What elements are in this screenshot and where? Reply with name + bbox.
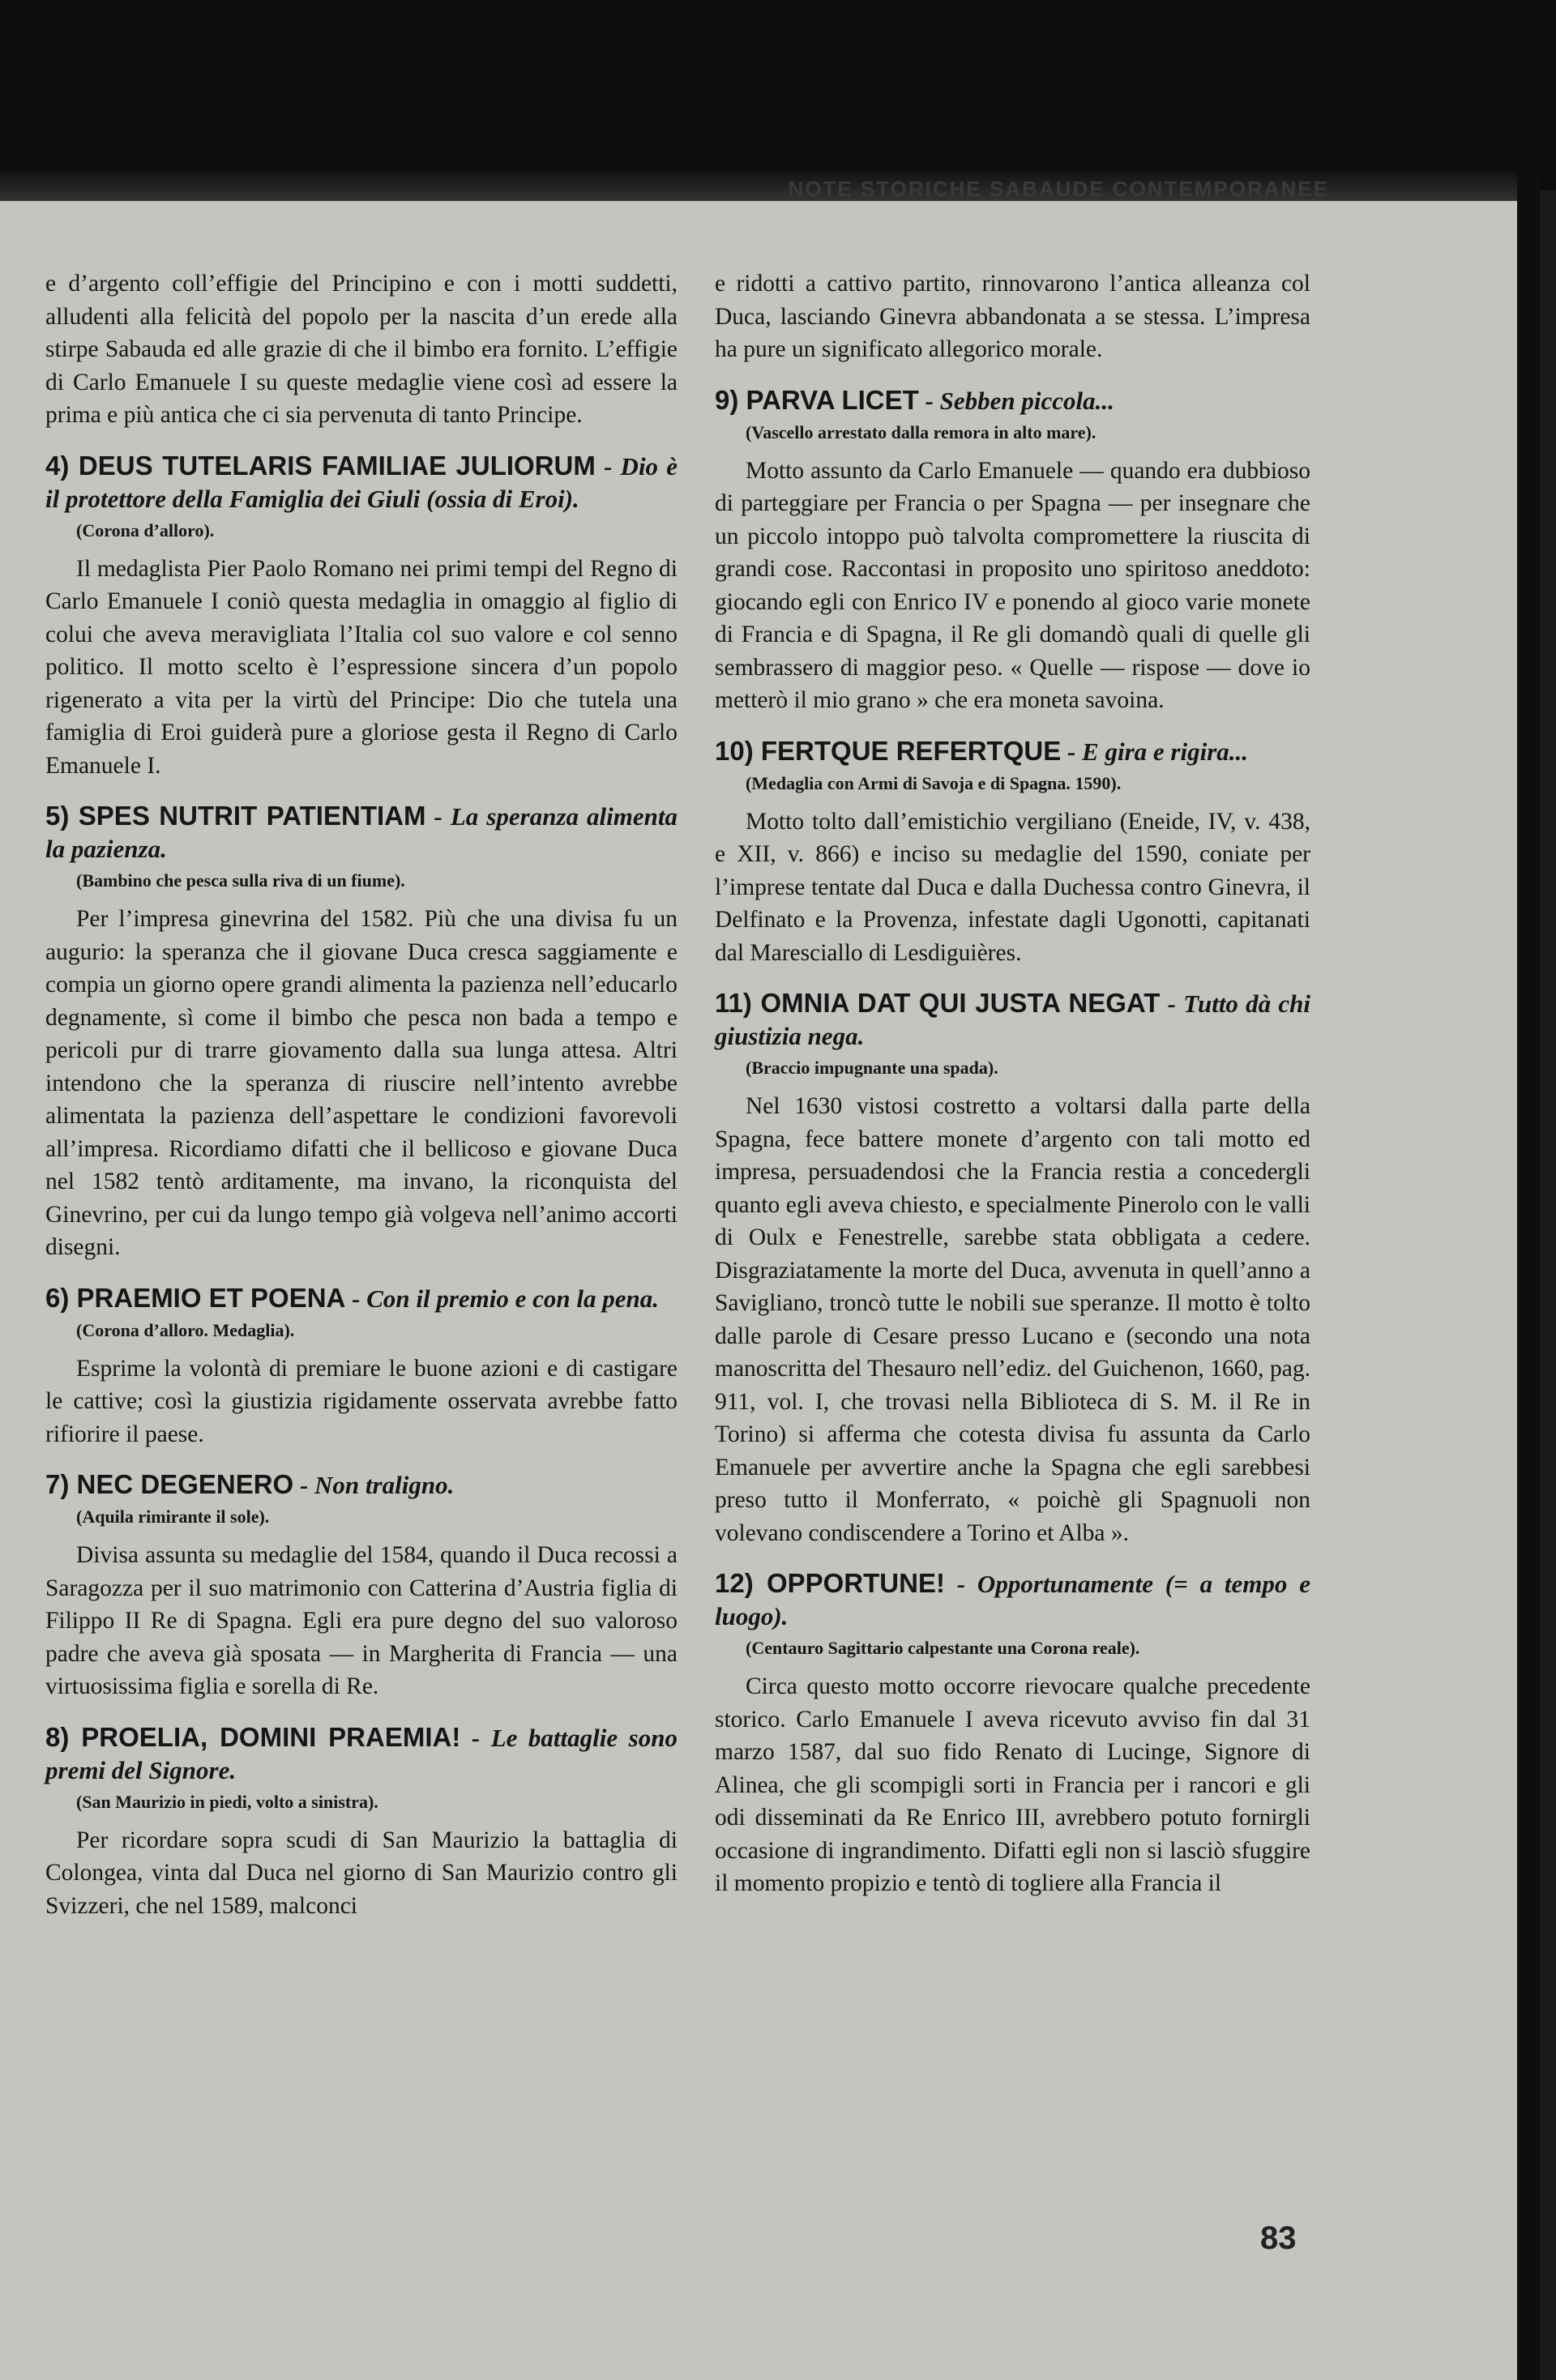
motto-8-translation: - Le battaglie sono premi del Signore. xyxy=(45,1723,678,1784)
page-header-strip xyxy=(0,170,1540,201)
motto-4-heading xyxy=(45,450,678,515)
motto-6-translation: - Con il premio e con la pena. xyxy=(345,1284,660,1313)
motto-12-heading xyxy=(715,1567,1310,1633)
motto-5-title: 5) SPES NUTRIT PATIENTIAM xyxy=(45,801,426,831)
right-intro-paragraph: e ridotti a cattivo partito, rinnovarono l’antica alleanza col Duca, lasciando Ginevra abbandonata a se stessa. L’impresa ha pure un significato allegorico morale. xyxy=(715,271,1310,362)
motto-6-text: Esprime la volontà di premiare le buone azioni e di castigare le cattive; così la giustizia rigidamente osservata avrebbe fatto rifiorire il paese. xyxy=(45,1355,678,1447)
motto-4-title: 4) DEUS TUTELARIS FAMILIAE JULIORUM xyxy=(45,450,596,481)
motto-12-translation: - Opportunamente (= a tempo e luogo). xyxy=(715,1570,1310,1630)
motto-7-heading xyxy=(45,1468,678,1502)
motto-8-text: Per ricordare sopra scudi di San Maurizio la battaglia di Colongea, vinta dal Duca nel giorno di San Maurizio contro gli Svizzeri, che nel 1589, malconci xyxy=(45,1827,678,1919)
running-title: NOTE STORICHE SABAUDE CONTEMPORANEE xyxy=(788,177,1329,201)
motto-6-heading xyxy=(45,1282,678,1315)
right-column xyxy=(715,267,1310,1912)
motto-8-description: (San Maurizio in piedi, volto a sinistra). xyxy=(76,1791,378,1812)
motto-7-description: (Aquila rimirante il sole). xyxy=(76,1506,270,1527)
motto-10-heading xyxy=(715,735,1310,768)
motto-8-heading xyxy=(45,1721,678,1787)
page-number: 83 xyxy=(1260,2220,1297,2256)
left-column xyxy=(45,267,678,1933)
motto-9-heading xyxy=(715,384,1310,417)
motto-11-text: Nel 1630 vistosi costretto a voltarsi dalla parte della Spagna, fece battere monete d’argento con tali motto ed impresa, persuadendosi che la Francia restia a concedergli quanto egli aveva chiesto, e specialmente Pinerolo con le valli di Oulx e Fenestrelle, sarebbe stata obbligata a cedere. Disgraziatamente la morte del Duca, avvenuta in quell’anno a Savigliano, troncò tutte le nobili sue speranze. Il motto è tolto dalle parole di Cesare presso Lucano e (secondo una nota manoscritta del Thesauro nell’ediz. del Guichenon, 1660, pag. 911, vol. I, che trovasi nella Biblioteca di S. M. il Re in Torino) si afferma che cotesta divisa fu assunta da Carlo Emanuele per avvertire anche la Spagna che egli sarebbesi preso tutto il Monferrato, « poichè gli Spagnuoli non volevano condiscendere a Torino et Alba ». xyxy=(715,1093,1310,1546)
motto-4-description: (Corona d’alloro). xyxy=(76,519,215,541)
motto-12-title: 12) OPPORTUNE! xyxy=(715,1568,945,1598)
left-intro-paragraph: e d’argento coll’effigie del Principino e con i motti suddetti, alludenti alla felicità del popolo per la nascita d’un erede alla stirpe Sabauda ed alle grazie di che il bimbo era fornito. L’effigie di Carlo Emanuele I su queste medaglie viene così ad essere la prima e più antica che ci sia pervenuta di tanto Principe. xyxy=(45,271,678,428)
motto-5-translation: - La speranza alimenta la pazienza. xyxy=(45,802,678,863)
motto-7-title: 7) NEC DEGENERO xyxy=(45,1469,294,1499)
motto-4-translation: - Dio è il protettore della Famiglia dei Giuli (ossia di Eroi). xyxy=(45,451,678,513)
document-page xyxy=(0,170,1540,2380)
motto-9-translation: - Sebben piccola... xyxy=(918,386,1114,415)
motto-12-description: (Centauro Sagittario calpestante una Corona reale). xyxy=(746,1638,1140,1658)
motto-9-description: (Vascello arrestato dalla remora in alto mare). xyxy=(746,421,1096,442)
motto-12-text: Circa questo motto occorre rievocare qualche precedente storico. Carlo Emanuele I aveva ricevuto avviso fin dal 31 marzo 1587, dal suo fido Renato di Lucinge, Signore di Alinea, che gli scompigli sorti in Francia per i rancori e gli odi disseminati da Re Enrico III, avrebbero potuto fornirgli occasione di ingrandimento. Difatti egli non si lasciò sfuggire il momento propizio e tentò di togliere alla Francia il xyxy=(715,1673,1310,1896)
motto-6-description: (Corona d’alloro. Medaglia). xyxy=(76,1319,295,1340)
motto-11-heading xyxy=(715,987,1310,1053)
motto-11-title: 11) OMNIA DAT QUI JUSTA NEGAT xyxy=(715,988,1161,1018)
scan-top-border xyxy=(0,0,1556,190)
motto-10-text: Motto tolto dall’emistichio vergiliano (Eneide, IV, v. 438, e XII, v. 866) e inciso su medaglie del 1590, coniate per l’imprese tentate dal Duca e dalla Duchessa contro Ginevra, il Delfinato e la Provenza, infestate dagli Ugonotti, capitanati dal Maresciallo di Lesdiguières. xyxy=(715,808,1310,966)
motto-6-title: 6) PRAEMIO ET POENA xyxy=(45,1282,346,1313)
motto-10-translation: - E gira e rigira... xyxy=(1061,737,1249,766)
motto-10-description: (Medaglia con Armi di Savoja e di Spagna. 1590). xyxy=(746,772,1122,793)
motto-10-title: 10) FERTQUE REFERTQUE xyxy=(715,735,1062,766)
motto-11-translation: - Tutto dà chi giustizia nega. xyxy=(715,989,1310,1050)
scan-right-border xyxy=(1517,170,1540,2380)
motto-11-description: (Braccio impugnante una spada). xyxy=(746,1058,998,1078)
motto-5-description: (Bambino che pesca sulla riva di un fiume). xyxy=(76,870,405,891)
motto-4-text: Il medaglista Pier Paolo Romano nei primi tempi del Regno di Carlo Emanuele I coniò questa medaglia in omaggio al figlio di colui che aveva meravigliata l’Italia col suo valore e col senno politico. Il motto scelto è l’espressione sincera d’un popolo rigenerato a vita per la virtù del Principe: Dio che tutela una famiglia di Eroi guiderà pure a gloriose gesta il Regno di Carlo Emanuele I. xyxy=(45,555,678,779)
motto-5-heading xyxy=(45,800,678,865)
motto-8-title: 8) PROELIA, DOMINI PRAEMIA! xyxy=(45,1721,461,1752)
motto-9-title: 9) PARVA LICET xyxy=(715,384,919,415)
motto-5-text: Per l’impresa ginevrina del 1582. Più che una divisa fu un augurio: la speranza che il giovane Duca cresca saggiamente e compia un giorno opere grandi alimenta la pazienza nell’educarlo degnamente, sì come il bimbo che pesca non bada a tempo e pericoli pur di trarre giovamento dalla sua lunga attesa. Altri intendono che la speranza di riuscire nell’intento avrebbe alimentata la pazienza dell’aspettare le condizioni favorevoli all’impresa. Ricordiamo difatti che il bellicoso e giovane Duca nel 1582 tentò arditamente, ma invano, la riconquista del Ginevrino, per cui da lungo tempo già volgeva nell’animo accorti disegni. xyxy=(45,906,678,1260)
motto-7-text: Divisa assunta su medaglie del 1584, quando il Duca recossi a Saragozza per il suo matrimonio con Catterina d’Austria figlia di Filippo II Re di Spagna. Egli era pure degno del suo valoroso padre che aveva già sposata — in Margherita di Francia — una virtuosissima figlia e sorella di Re. xyxy=(45,1542,678,1699)
motto-7-translation: - Non traligno. xyxy=(293,1471,455,1499)
motto-9-text: Motto assunto da Carlo Emanuele — quando era dubbioso di parteggiare per Francia o per Spagna — per insegnare che un piccolo intoppo può talvolta compromettere la riuscita di grandi cose. Raccontasi in proposito uno spiritoso aneddoto: giocando egli con Enrico IV e ponendo al gioco varie monete di Francia e di Spagna, il Re gli domandò quali di quelle gli sembrassero di maggior peso. « Quelle — rispose — dove io metterò il mio grano » che era moneta savoina. xyxy=(715,457,1310,713)
